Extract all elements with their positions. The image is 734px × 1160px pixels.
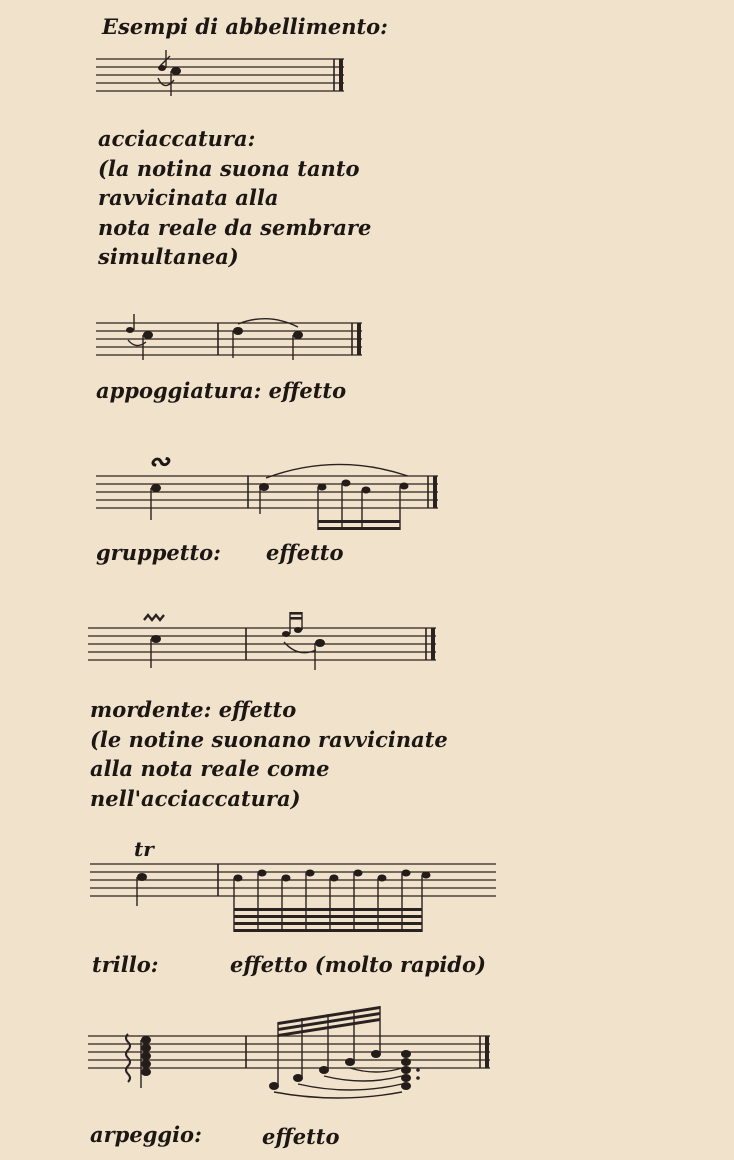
staff-trillo xyxy=(90,832,500,937)
staff-lines xyxy=(90,864,496,896)
main-note xyxy=(171,67,181,75)
trill-effect-notes xyxy=(234,870,431,933)
staff-lines xyxy=(96,323,362,355)
sixteenth-note xyxy=(400,483,409,490)
caption-gruppetto xyxy=(96,538,344,568)
caption-line: ravvicinata alla xyxy=(98,185,279,210)
staff-appoggiatura xyxy=(96,318,366,373)
mordent-symbol xyxy=(144,615,164,620)
grace-note xyxy=(282,631,290,637)
sixteenth-note xyxy=(342,480,351,487)
caption-acciaccatura xyxy=(98,124,371,272)
staff-lines xyxy=(96,476,438,508)
caption-line: alla nota reale come xyxy=(90,756,330,781)
caption-line: mordente: effetto xyxy=(90,697,297,722)
main-note xyxy=(151,484,161,492)
caption-line: (le notine suonano ravvicinate xyxy=(90,726,448,752)
caption-label: gruppetto: xyxy=(96,540,221,565)
heading: Esempi di abbellimento: xyxy=(102,14,388,39)
caption-effect: effetto (molto rapido) xyxy=(230,952,486,977)
caption-effect: effetto xyxy=(266,540,344,565)
trill-symbol: tr xyxy=(134,837,154,861)
sixteenth-note xyxy=(318,484,327,491)
main-note xyxy=(151,635,161,643)
staff-mordente xyxy=(88,606,440,676)
caption-arpeggio xyxy=(90,1120,340,1150)
grace-note xyxy=(294,627,302,633)
caption-appoggiatura: appoggiatura: effetto xyxy=(96,378,347,403)
grace-note xyxy=(126,327,134,333)
grace-note xyxy=(158,65,166,71)
main-note xyxy=(137,873,147,881)
caption-label: arpeggio: xyxy=(90,1122,202,1147)
main-note xyxy=(315,639,325,647)
caption-effect: effetto xyxy=(262,1124,340,1149)
staff-arpeggio xyxy=(88,1000,493,1105)
caption-line: simultanea) xyxy=(98,244,239,269)
turn-symbol: ∾ xyxy=(148,447,170,477)
caption-line: acciaccatura: xyxy=(98,126,256,151)
staff-lines xyxy=(96,59,344,91)
effect-note xyxy=(293,331,303,339)
main-note xyxy=(143,331,153,339)
caption-line: (la notina suona tanto xyxy=(98,155,360,181)
caption-trillo xyxy=(92,950,486,980)
effect-note xyxy=(233,327,243,335)
staff-gruppetto xyxy=(96,447,442,534)
caption-line: nota reale da sembrare xyxy=(98,214,372,240)
arpeggio-wavy-line xyxy=(126,1034,130,1082)
staff-lines xyxy=(88,628,436,660)
sixteenth-note xyxy=(362,487,371,494)
staff-acciaccatura xyxy=(96,54,348,114)
caption-label: trillo: xyxy=(92,952,159,977)
caption-mordente xyxy=(90,695,448,813)
caption-line: nell'acciaccatura) xyxy=(90,785,301,811)
